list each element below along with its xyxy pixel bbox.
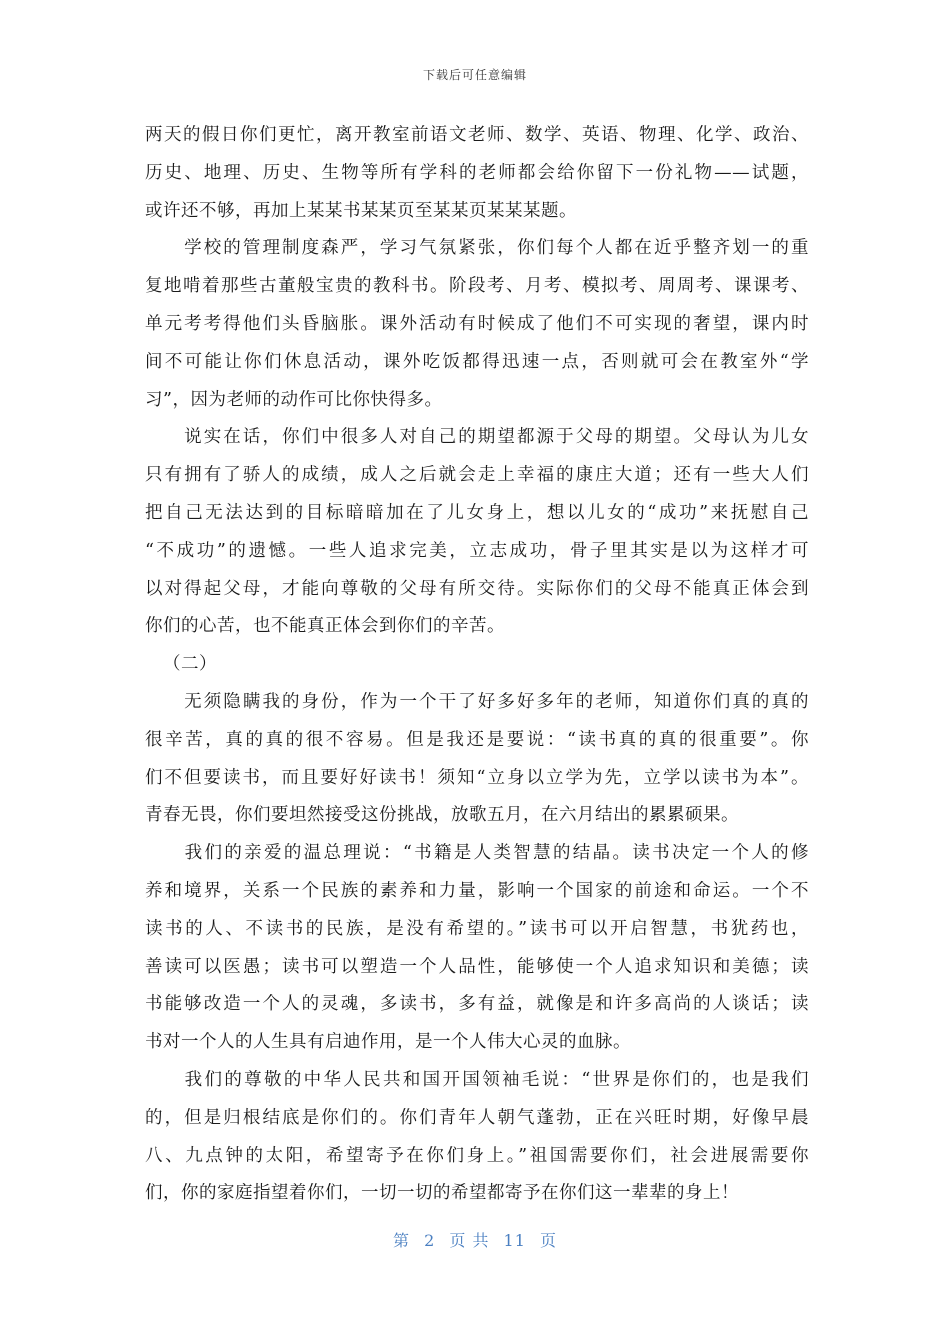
text-line: 学校的管理制度森严，学习气氛紧张，你们每个人都在近乎整齐划一的重 [145, 238, 809, 259]
text-line: 无须隐瞒我的身份，作为一个干了好多好多年的老师，知道你们真的真的 [145, 691, 809, 712]
document-body [145, 117, 809, 1213]
text-line: 或许还不够，再加上某某书某某页至某某页某某某题。 [145, 200, 577, 221]
text-line: 两天的假日你们更忙，离开教室前语文老师、数学、英语、物理、化学、政治、 [145, 125, 809, 145]
text-line: 养和境界，关系一个民族的素养和力量，影响一个国家的前途和命运。一个不 [145, 880, 809, 901]
text-line: 习”，因为老师的动作可比你快得多。 [145, 389, 443, 410]
text-line: 复地啃着那些古董般宝贵的教科书。阶段考、月考、模拟考、周周考、课课考、 [145, 276, 809, 297]
footer-prefix: 第 [392, 1231, 410, 1250]
text-line: 把自己无法达到的目标暗暗加在了儿女身上，想以儿女的“成功”来抚慰自己 [145, 502, 809, 523]
text-line: 们，你的家庭指望着你们，一切一切的希望都寄予在你们这一辈辈的身上！ [145, 1183, 739, 1204]
text-line: 善读可以医愚；读书可以塑造一个人品性，能够使一个人追求知识和美德；读 [145, 956, 809, 977]
page-footer [0, 1228, 950, 1251]
footer-current-page: 2 [424, 1231, 436, 1250]
text-line: 单元考考得他们头昏脑胀。课外活动有时候成了他们不可实现的奢望，课内时 [145, 313, 809, 334]
text-line: “不成功”的遗憾。一些人追求完美，立志成功，骨子里其实是以为这样才可 [145, 540, 809, 561]
page-header: 下载后可任意编辑 [422, 68, 527, 82]
footer-suffix: 页 [540, 1231, 558, 1250]
text-line: 历史、地理、历史、生物等所有学科的老师都会给你留下一份礼物——试题， [145, 162, 809, 183]
text-line: 读书的人、不读书的民族，是没有希望的。”读书可以开启智慧，书犹药也， [145, 918, 809, 939]
text-line: 青春无畏，你们要坦然接受这份挑战，放歌五月，在六月结出的累累硕果。 [145, 805, 739, 826]
text-line: 你们的心苦，也不能真正体会到你们的辛苦。 [145, 616, 505, 637]
footer-middle: 页 共 [449, 1231, 490, 1250]
text-line: 间不可能让你们休息活动，课外吃饭都得迅速一点，否则就可会在教室外“学 [145, 351, 809, 372]
text-line: 只有拥有了骄人的成绩，成人之后就会走上幸福的康庄大道；还有一些大人们 [145, 465, 809, 486]
text-line: 很辛苦，真的真的很不容易。但是我还是要说：“读书真的真的很重要”。你 [145, 729, 809, 750]
text-line: 的，但是归根结底是你们的。你们青年人朝气蓬勃，正在兴旺时期，好像早晨 [145, 1107, 809, 1128]
text-line: 我们的尊敬的中华人民共和国开国领袖毛说：“世界是你们的，也是我们 [145, 1069, 809, 1090]
text-line: 以对得起父母，才能向尊敬的父母有所交待。实际你们的父母不能真正体会到 [145, 578, 809, 599]
text-line: 书能够改造一个人的灵魂，多读书，多有益，就像是和许多高尚的人谈话；读 [145, 994, 809, 1015]
text-line: 说实在话，你们中很多人对自己的期望都源于父母的期望。父母认为儿女 [145, 427, 809, 448]
text-line: 我们的亲爱的温总理说：“书籍是人类智慧的结晶。读书决定一个人的修 [145, 843, 809, 864]
text-line: 们不但要读书，而且要好好读书！须知“立身以立学为先，立学以读书为本”。 [145, 767, 809, 788]
section-heading: （二） [163, 654, 217, 675]
footer-total-pages: 11 [503, 1231, 526, 1250]
text-line: 书对一个人的人生具有启迪作用，是一个人伟大心灵的血脉。 [145, 1032, 631, 1053]
text-line: 八、九点钟的太阳，希望寄予在你们身上。”祖国需要你们，社会进展需要你 [145, 1145, 809, 1166]
